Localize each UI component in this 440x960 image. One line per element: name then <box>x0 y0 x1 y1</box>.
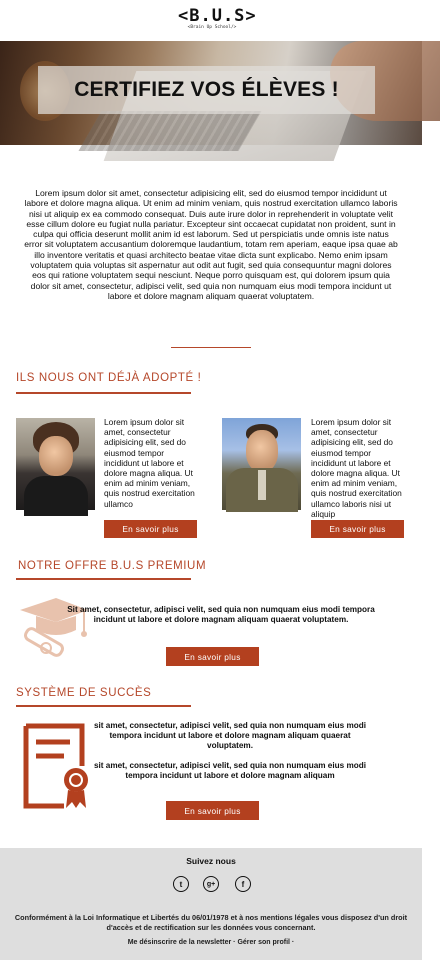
graduation-cap-icon <box>16 592 90 664</box>
hero-title: CERTIFIEZ VOS ÉLÈVES ! <box>74 78 339 101</box>
facebook-icon[interactable]: f <box>235 876 251 892</box>
success-text-1: sit amet, consectetur, adipisci velit, sed quia non numquam eius modi tempora incidunt ut labore et dolore magnam aliquam quaerat voluptatem. <box>93 721 367 751</box>
success-text-2: sit amet, consectetur, adipisci velit, sed quia non numquam eius modi tempora incidunt ut labore et dolore magnam aliquam <box>93 761 367 781</box>
footer-title: Suivez nous <box>186 856 236 866</box>
testimonial-text-1: Lorem ipsum dolor sit amet, consectetur adipisicing elit, sed do eiusmod tempor incididunt ut labore et dolore magna aliqua. Ut enim ad minim veniam, quis nostrud exercitation ullamco <box>104 417 195 509</box>
header <box>0 0 422 41</box>
legal-notice: Conformément à la Loi Informatique et Libertés du 06/01/1978 et à nos mentions légales vous disposez d'un droit d'accès et de rectification sur les données vous concernant. <box>14 913 408 932</box>
hero-banner-image <box>0 41 422 145</box>
logo[interactable] <box>178 6 257 34</box>
twitter-icon[interactable]: t <box>173 876 189 892</box>
manage-profile-link[interactable]: Gérer son profil · <box>237 939 295 946</box>
premium-learn-more-button[interactable]: En savoir plus <box>166 647 259 666</box>
testimonial-photo-student <box>16 418 95 510</box>
premium-text: Sit amet, consectetur, adipisci velit, sed quia non numquam eius modi tempora incidunt ut labore et dolore magnam aliquam quaerat voluptatem. <box>67 605 375 625</box>
divider <box>171 347 251 348</box>
learn-more-button-2[interactable]: En savoir plus <box>311 520 404 538</box>
premium-section-underline <box>16 578 191 580</box>
logo-text: <B.U.S> <box>178 6 257 26</box>
hero-keyboard-shape <box>78 111 261 151</box>
testimonial-photo-teacher <box>222 418 301 510</box>
certificate-icon <box>20 722 96 812</box>
adopted-section-underline <box>16 392 191 394</box>
success-section-title: SYSTÈME DE SUCCÈS <box>16 687 152 699</box>
unsubscribe-link[interactable]: Me désinscrire de la newsletter <box>127 939 232 946</box>
premium-section-title: NOTRE OFFRE B.U.S PREMIUM <box>18 560 207 572</box>
footer-link-separator: · <box>233 939 236 946</box>
logo-tagline: <Brain Up School/> <box>187 25 237 30</box>
success-learn-more-button[interactable]: En savoir plus <box>166 801 259 820</box>
adopted-section-title: ILS NOUS ONT DÉJÀ ADOPTÉ ! <box>16 372 202 384</box>
google-plus-icon[interactable]: g+ <box>203 876 219 892</box>
testimonial-text-2: Lorem ipsum dolor sit amet, consectetur adipisicing elit, sed do eiusmod tempor incididunt ut labore et dolore magna aliqua. Ut enim ad minim veniam, quis nostrud exercitation ullamco laboris nisi ut aliquip <box>311 417 402 519</box>
footer-links <box>0 939 422 946</box>
intro-paragraph: Lorem ipsum dolor sit amet, consectetur adipisicing elit, sed do eiusmod tempor incididunt ut labore et dolore magna aliqua. Ut enim ad minim veniam, quis nostrud exercitation ullamco laboris nisi ut aliquip ex ea commodo consequat. Duis aute irure dolor in reprehenderit in voluptate velit esse cillum dolore eu fugiat nulla pariatur. Excepteur sint occaecat cupidatat non proident, sunt in culpa qui officia deserunt mollit anim id est laborum. Sed ut perspiciatis unde omnis iste natus error sit voluptatem accusantium doloremque laudantium, totam rem aperiam, eaque ipsa quae ab illo inventore veritatis et quasi architecto beatae vitae dicta sunt explicabo. Nemo enim ipsam voluptatem quia voluptas sit aspernatur aut odit aut fugit, sed quia consequuntur magni dolores eos qui ratione voluptatem sequi nesciunt. Neque porro quisquam est, qui dolorem ipsum quia dolor sit amet, consectetur, adipisci velit, sed quia non numquam eius modi tempora incidunt ut labore et dolore magnam aliquam quaerat voluptatem. <box>24 188 398 301</box>
learn-more-button-1[interactable]: En savoir plus <box>104 520 197 538</box>
success-section-underline <box>16 705 191 707</box>
hero-title-box <box>38 66 375 114</box>
